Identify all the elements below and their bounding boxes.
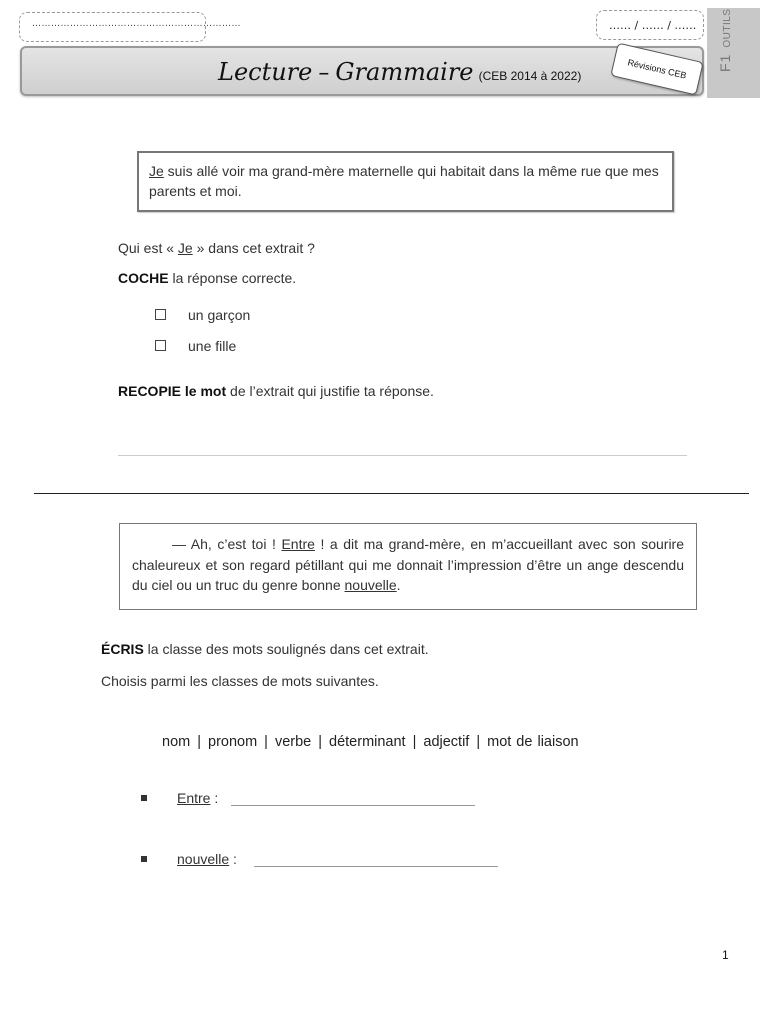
date-field[interactable] (596, 10, 704, 40)
section-divider (34, 493, 749, 494)
title-dash: – (318, 61, 330, 86)
title-years: (CEB 2014 à 2022) (478, 69, 582, 83)
extract-je: Je (149, 163, 164, 179)
date-placeholder: …… / …… / …… (609, 19, 697, 32)
class-mot-de-liaison: mot de liaison (487, 734, 579, 750)
answer-line-1[interactable] (118, 455, 687, 456)
extract2-entre: Entre (281, 536, 315, 552)
checkbox-fille[interactable] (155, 340, 166, 351)
extract2-part3: . (396, 577, 401, 593)
question-je: Je (177, 240, 193, 256)
extract-box-2 (119, 523, 697, 610)
class-separator: | (476, 734, 481, 750)
instruction-choisis: Choisis parmi les classes de mots suivantes. (101, 673, 379, 689)
bullet-icon (141, 856, 147, 862)
instruction-coche (118, 270, 296, 286)
bullet-icon (141, 795, 147, 801)
class-pronom: pronom (208, 734, 258, 750)
page-title (218, 58, 581, 86)
item-entre (177, 790, 218, 806)
item-entre-colon: : (210, 790, 219, 806)
title-lecture: Lecture (218, 58, 313, 86)
extract2-nouvelle: nouvelle (344, 577, 397, 593)
class-separator: | (197, 734, 201, 750)
coche-rest: la réponse correcte. (168, 270, 297, 286)
item-nouvelle-word: nouvelle (177, 851, 230, 867)
item-nouvelle-colon: : (229, 851, 237, 867)
revisions-tag: Révisions CEB (610, 43, 703, 96)
recopie-rest: de l’extrait qui justifie ta réponse. (226, 383, 434, 399)
question-pre: Qui est « (118, 240, 178, 256)
page-number: 1 (722, 948, 729, 962)
class-separator: | (412, 734, 417, 750)
checkbox-garcon[interactable] (155, 309, 166, 320)
ecris-bold: ÉCRIS (101, 641, 144, 657)
coche-bold: COCHE (118, 270, 169, 286)
instruction-recopie (118, 383, 434, 399)
class-verbe: verbe (274, 734, 312, 750)
answer-blank-nouvelle[interactable] (254, 866, 498, 867)
extract2-part1: — Ah, c’est toi ! (172, 536, 282, 552)
item-nouvelle (177, 851, 237, 867)
name-placeholder: ………………………………………………………… (32, 19, 241, 29)
question-post: » dans cet extrait ? (192, 240, 315, 256)
class-nom: nom (162, 734, 191, 750)
side-code: F1 (717, 53, 733, 72)
answer-blank-entre[interactable] (231, 805, 475, 806)
option-label-fille: une fille (188, 338, 237, 354)
recopie-bold: RECOPIE le mot (118, 383, 227, 399)
extract-text: suis allé voir ma grand-mère maternelle qui habitait dans la même rue que mes parents et moi. (149, 163, 659, 199)
question-line (118, 240, 315, 256)
extract2-part2: ! a dit ma grand-mère, en m’accueillant avec son sourire chaleureux et son regard pétillant qui me donnait l’impression d’être un ange descendu du ciel ou un truc du genre bonne (132, 536, 685, 593)
instruction-ecris (101, 641, 429, 657)
title-grammaire: Grammaire (335, 58, 474, 86)
option-label-garcon: un garçon (188, 307, 251, 323)
student-name-field[interactable] (19, 12, 241, 42)
class-determinant: déterminant (329, 734, 406, 750)
title-banner (20, 46, 704, 96)
word-classes-list (162, 734, 579, 750)
class-separator: | (264, 734, 268, 750)
side-label: OUTILS (722, 8, 733, 48)
ecris-rest: la classe des mots soulignés dans cet extrait. (143, 641, 429, 657)
extract-box-1 (137, 151, 674, 212)
item-entre-word: Entre (177, 790, 211, 806)
side-tab (707, 8, 760, 98)
class-separator: | (318, 734, 323, 750)
class-adjectif: adjectif (423, 734, 470, 750)
